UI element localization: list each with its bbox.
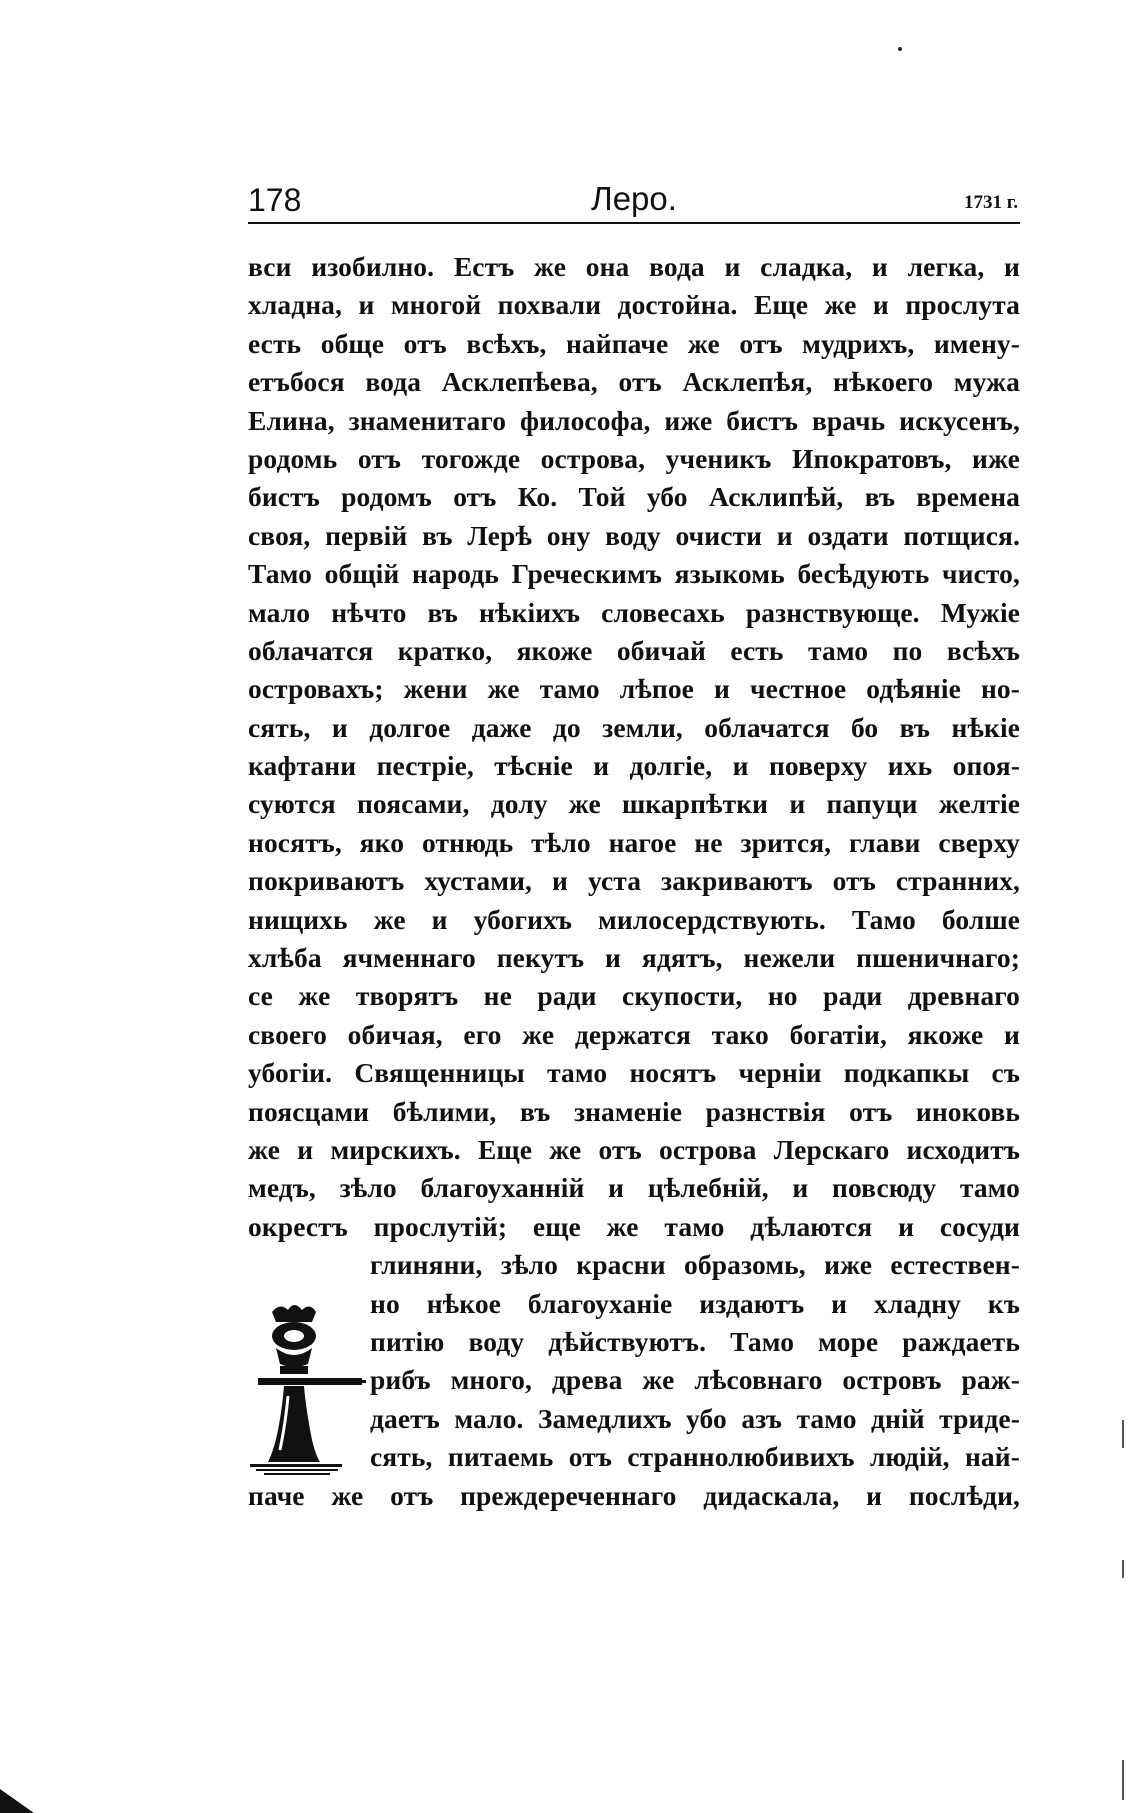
text-line: своего обичая, его же держатся тако богатіи, якоже и (248, 1018, 1020, 1050)
text-line: покриваютъ хустами, и уста закриваютъ отъ странних, (248, 865, 1020, 897)
header-rule (248, 222, 1020, 224)
text-line: есть обще отъ всѣхъ, найпаче же отъ мудрихъ, имену- (248, 327, 1020, 359)
edge-mark (1122, 1560, 1124, 1578)
text-line: нищихь же и убогихъ милосердствують. Тамо болше (248, 903, 1020, 935)
text-line: питію воду дѣйствуютъ. Тамо море раждаеть (370, 1325, 1020, 1357)
running-title: Леро. (591, 180, 677, 217)
text-line: своя, первій въ Лерѣ ону воду очисти и оздати потщися. (248, 519, 1020, 551)
text-line: окрестъ прослутій; еще же тамо дѣлаются и сосуди (248, 1210, 1020, 1242)
text-line: родомь отъ тогожде острова, ученикъ Ипократовъ, иже (248, 442, 1020, 474)
text-line: поясцами бѣлими, въ знаменіе разнствія отъ иноковь (248, 1095, 1020, 1127)
text-line: Елина, знаменитаго философа, иже бистъ врачь искусенъ, (248, 404, 1020, 436)
text-line: бистъ родомъ отъ Ко. Той убо Асклипѣй, въ времена (248, 481, 1020, 513)
text-line: Тамо общій народь Греческимъ языкомь бесѣдують чисто, (248, 558, 1020, 590)
text-line: вси изобилно. Естъ же она вода и сладка, и легка, и (248, 251, 1020, 282)
text-line: паче же отъ преждереченнаго дидаскала, и послѣди, (248, 1479, 1020, 1511)
rook-tailpiece-svg (250, 1300, 370, 1476)
page-number: 178 (248, 182, 302, 218)
running-head (248, 178, 1020, 228)
text-line: носятъ, яко отнюдь тѣло нагое не зрится, глави сверху (248, 826, 1020, 858)
text-line: хлѣба ячменнаго пекутъ и ядятъ, нежели пшеничнаго; (248, 942, 1020, 974)
text-line: сять, питаемь отъ страннолюбивихъ людій, най- (370, 1441, 1020, 1473)
text-line: глиняни, зѣло красни образомь, иже естествен- (370, 1249, 1020, 1281)
text-line: се же творятъ не ради скупости, но ради древнаго (248, 980, 1020, 1012)
text-line: суются поясами, долу же шкарпѣтки и папуци желтіе (248, 788, 1020, 820)
edge-mark (1122, 1420, 1124, 1448)
text-line: сять, и долгое даже до земли, облачатся бо въ нѣкіе (248, 711, 1020, 743)
text-line: рибъ много, древа же лѣсовнаго островъ раж- (370, 1364, 1020, 1396)
text-line: хладна, и многой похвали достойна. Еще же и прослута (248, 289, 1020, 321)
text-line: етъбося вода Асклепѣева, отъ Асклепѣя, нѣкоего мужа (248, 366, 1020, 398)
text-line: облачатся кратко, якоже обичай есть тамо по всѣхъ (248, 634, 1020, 666)
text-line: убогіи. Священницы тамо носятъ черніи подкапкы съ (248, 1057, 1020, 1089)
text-line: даетъ мало. Замедлихъ убо азъ тамо дній триде- (370, 1402, 1020, 1434)
corner-mark (0, 1789, 34, 1813)
text-line: кафтани пестріе, тѣсніе и долгіе, и поверху ихь опоя- (248, 750, 1020, 782)
stray-dot-mark (898, 47, 902, 51)
year-label: 1731 г. (964, 192, 1018, 213)
text-line: островахъ; жени же тамо лѣпое и честное одѣяніе но- (248, 673, 1020, 705)
text-line: но нѣкое благоуханіе издаютъ и хладну къ (370, 1287, 1020, 1319)
edge-mark (1122, 1760, 1124, 1800)
text-line: медъ, зѣло благоуханній и цѣлебній, и повсюду тамо (248, 1172, 1020, 1204)
text-line: же и мирскихъ. Еще же отъ острова Лерскаго исходитъ (248, 1133, 1020, 1165)
text-line: мало нѣчто въ нѣкіихъ словесахь разнствующе. Мужіе (248, 596, 1020, 628)
rook-tailpiece-icon (250, 1300, 370, 1476)
